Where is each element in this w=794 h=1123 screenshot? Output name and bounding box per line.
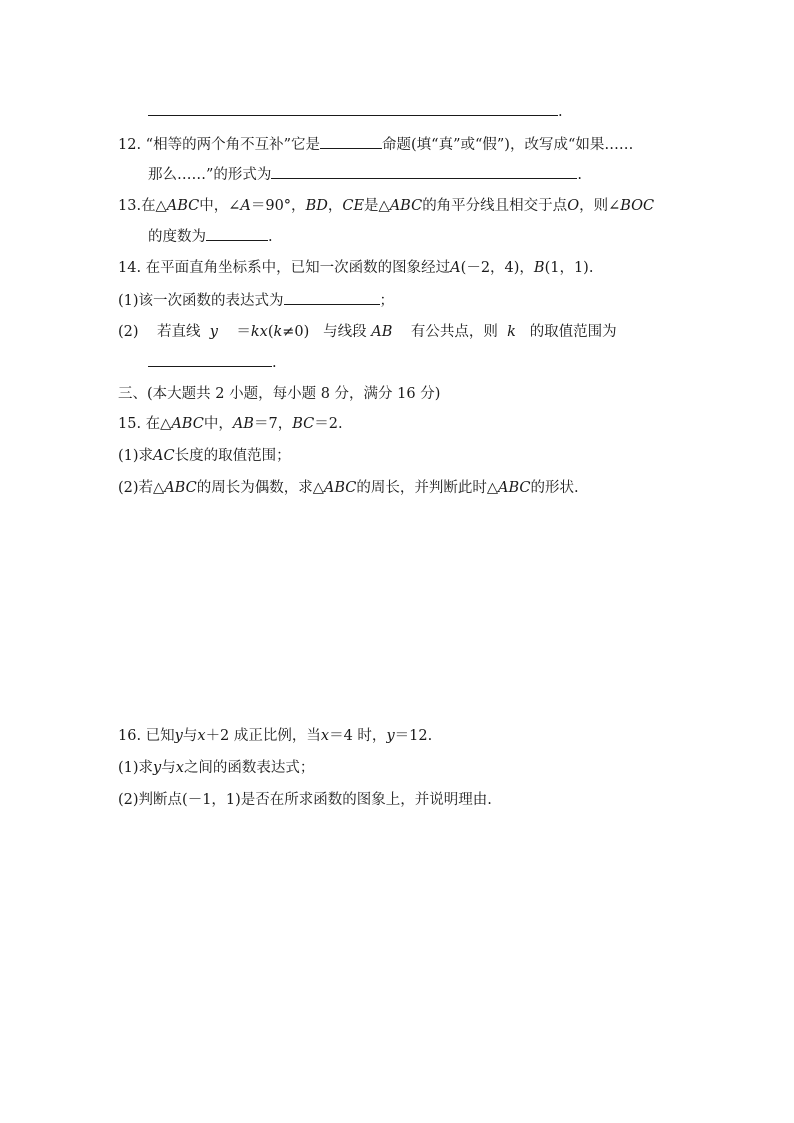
q14-blank2 (148, 352, 272, 367)
q13-number: 13. (118, 198, 142, 214)
q16-part1: (1)求y与x之间的函数表达式； (118, 760, 315, 776)
q13-line2: 的度数为 . (148, 226, 273, 247)
q14-line1: 14. 在平面直角坐标系中，已知一次函数的图象经过A(－2，4)，B(1，1). (118, 260, 594, 276)
q12-line1: 12. “相等的两个角不互补”它是 命题(填“真”或“假”)，改写成“如果…… (118, 134, 633, 155)
carryover-line: . (148, 101, 563, 122)
q15-line1: 15. 在△ABC中，AB＝7，BC＝2. (118, 416, 343, 432)
q12-line2: 那么……”的形式为 . (148, 164, 582, 185)
q14-blank1 (284, 290, 380, 305)
q15-part2: (2)若△ABC的周长为偶数，求△ABC的周长，并判断此时△ABC的形状. (118, 480, 579, 496)
q14-part2-line2: . (148, 352, 277, 373)
q13-line1: 13.在△ABC中，∠A＝90°，BD，CE是△ABC的角平分线且相交于点O，则∠BOC (118, 198, 655, 214)
q12-blank2 (271, 164, 577, 179)
section-three-heading: 三、(本大题共 2 小题，每小题 8 分，满分 16 分) (118, 386, 441, 402)
q13-blank (206, 226, 268, 241)
q12-blank1 (320, 134, 382, 149)
answer-blank (148, 101, 558, 116)
q16-number: 16. (118, 728, 142, 744)
q15-number: 15. (118, 416, 142, 432)
q14-number: 14. (118, 260, 142, 276)
q15-part1: (1)求AC长度的取值范围； (118, 448, 291, 464)
q14-part2-line1: (2) 若直线 y ＝kx(k≠0) 与线段 AB 有公共点，则 k 的取值范围为 (118, 324, 617, 340)
q16-line1: 16. 已知y与x＋2 成正比例，当x＝4 时，y＝12. (118, 728, 433, 744)
q14-part1: (1)该一次函数的表达式为 ； (118, 290, 394, 311)
q16-part2: (2)判断点(－1，1)是否在所求函数的图象上，并说明理由. (118, 792, 492, 808)
q12-number: 12. (118, 137, 142, 153)
